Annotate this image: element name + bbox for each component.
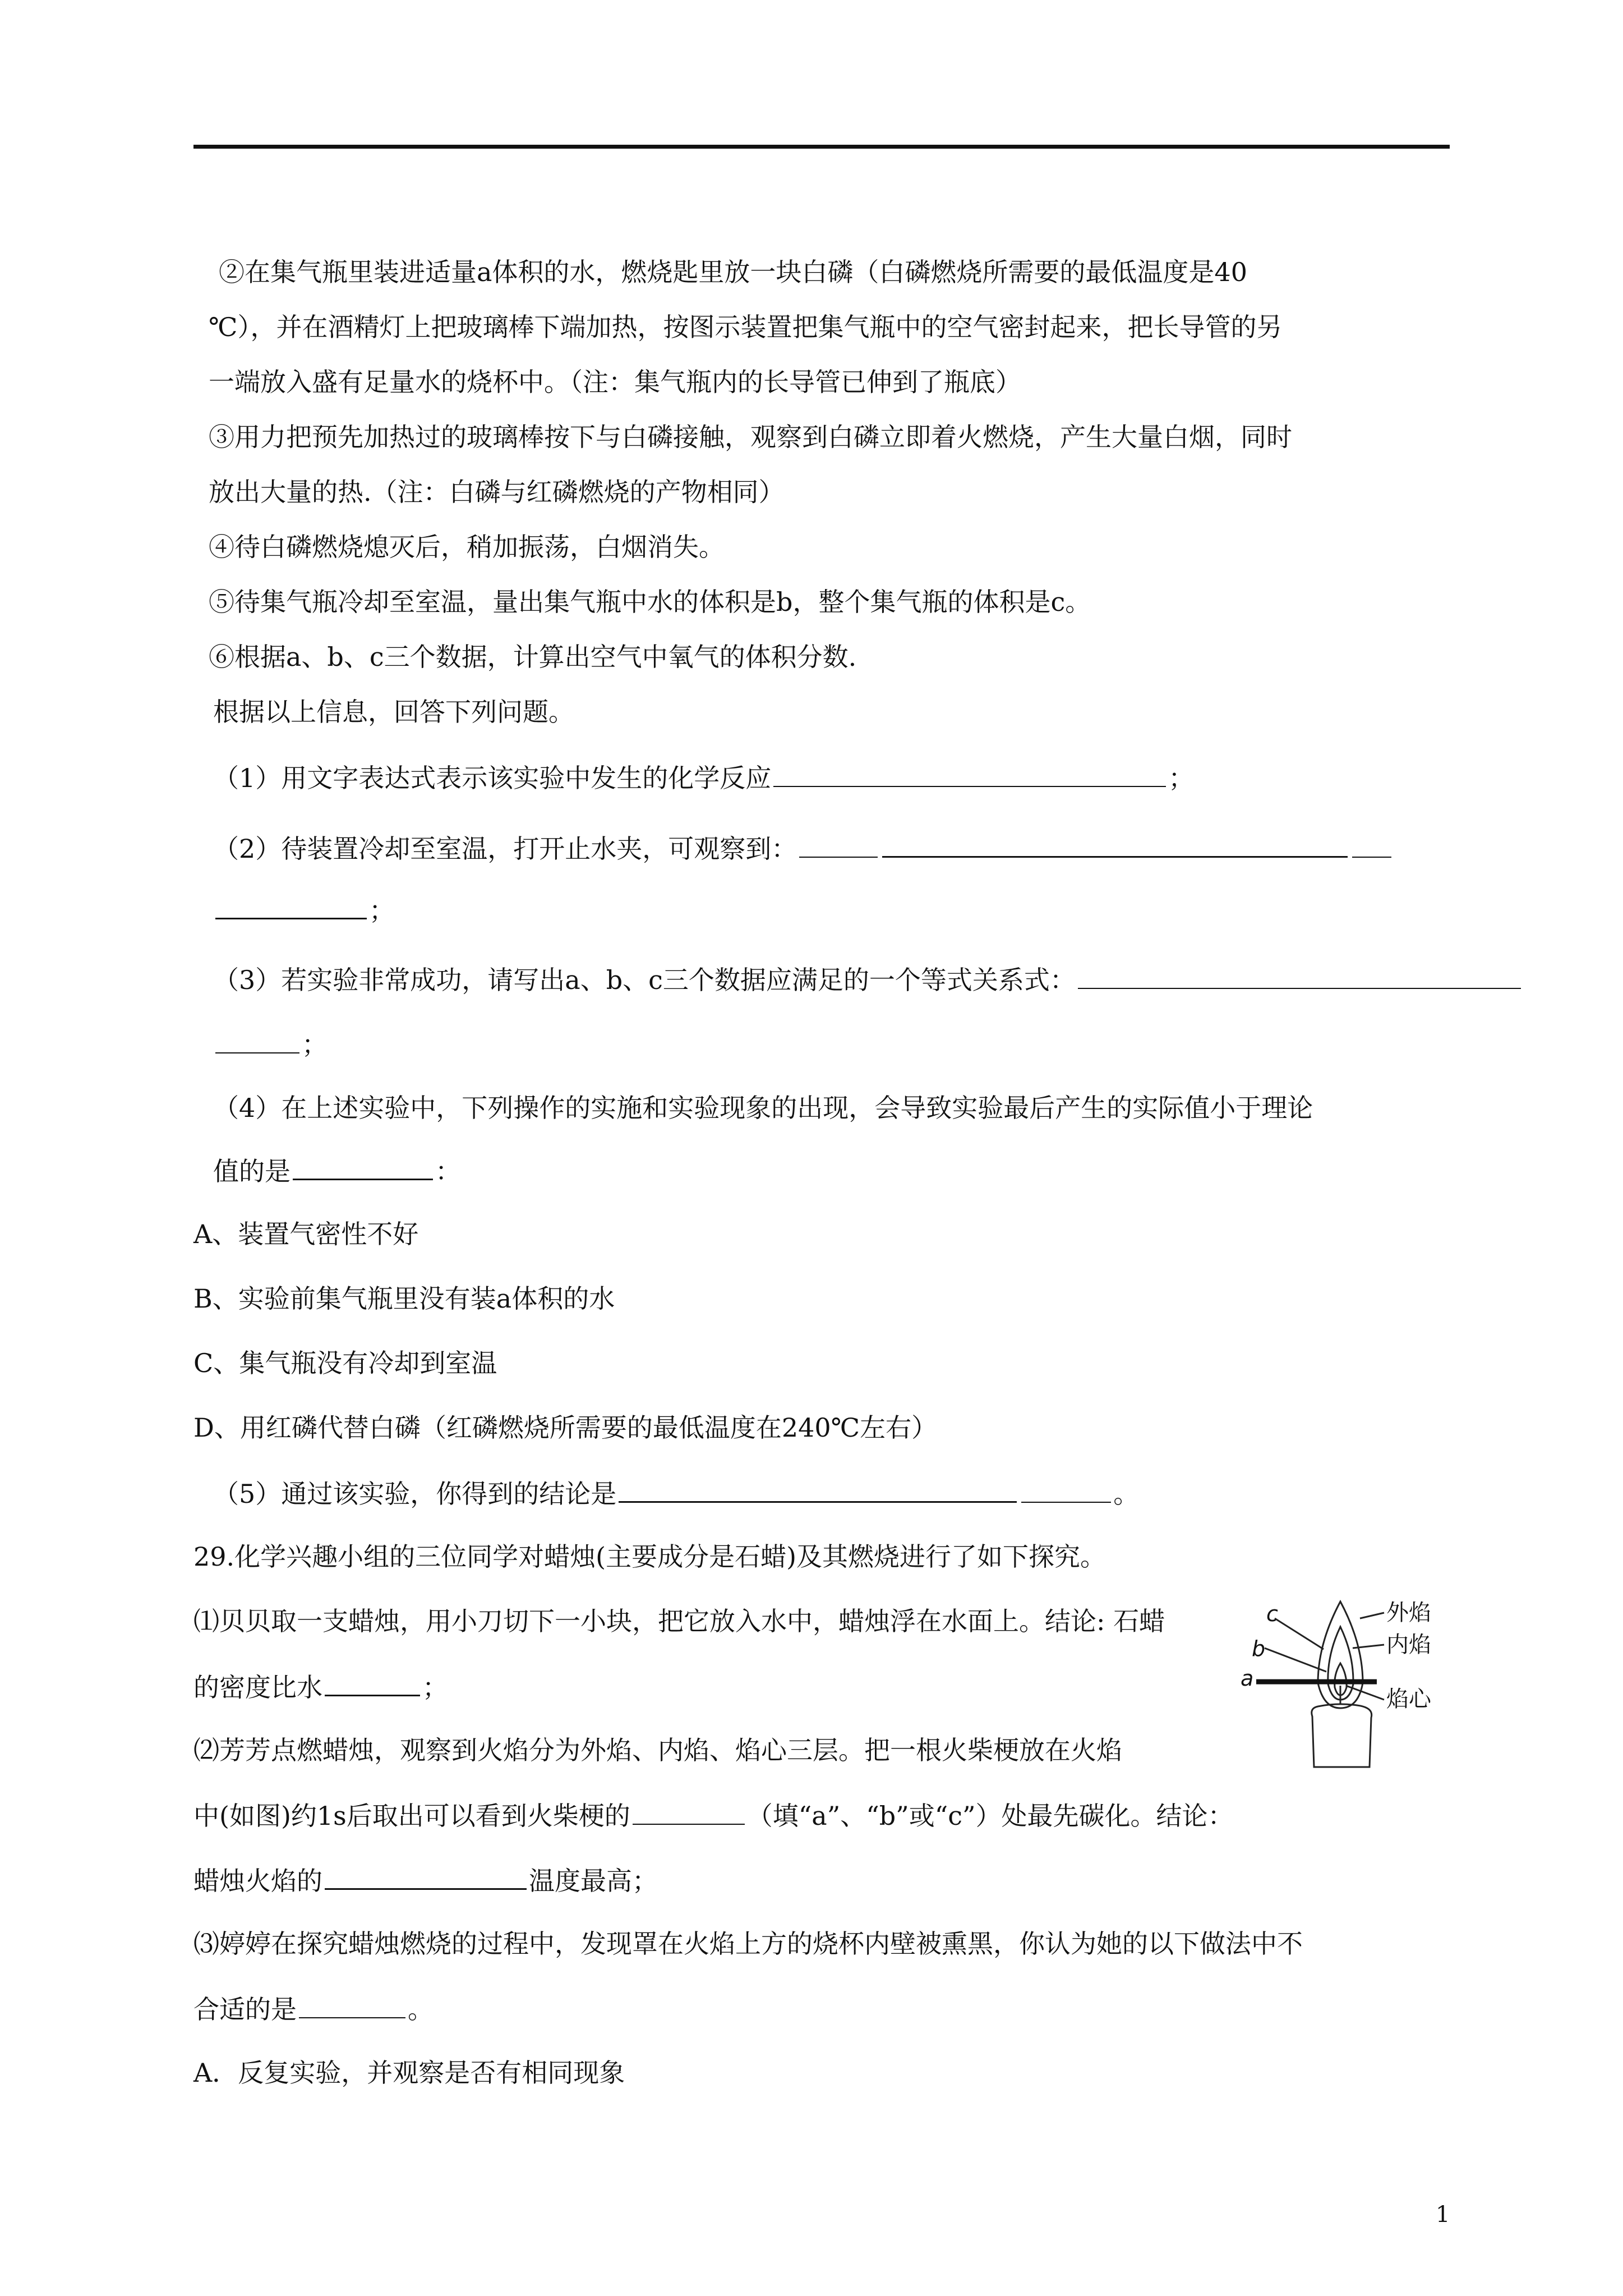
option-d: D、用红磷代替白磷（红磷燃烧所需要的最低温度在240℃左右） xyxy=(193,1412,938,1443)
mark-b: b xyxy=(1252,1636,1266,1661)
step-2-line-1: ②在集气瓶里装进适量a体积的水，燃烧匙里放一块白磷（白磷燃烧所需要的最低温度是40 xyxy=(219,257,1247,287)
step-6: ⑥根据a、b、c三个数据，计算出空气中氧气的体积分数. xyxy=(209,642,857,672)
label-inner-flame: 内焰 xyxy=(1386,1632,1431,1658)
problem-29-part-2-line-2: 中(如图)约1s后取出可以看到火柴梗的 （填“a”、“b”或“c”）处最先碳化。结论： xyxy=(193,1798,1234,1833)
answer-blank-3b[interactable] xyxy=(215,1027,299,1053)
option-c: C、集气瓶没有冷却到室温 xyxy=(193,1348,497,1378)
question-3: （3）若实验非常成功，请写出a、b、c三个数据应满足的一个等式关系式： xyxy=(213,962,1523,997)
header-rule xyxy=(193,145,1450,149)
question-4-line-1: （4）在上述实验中，下列操作的实施和实验现象的出现，会导致实验最后产生的实际值小于理论 xyxy=(213,1093,1313,1123)
answer-blank-29-1[interactable] xyxy=(325,1669,420,1696)
answer-blank-29-4[interactable] xyxy=(299,1991,405,2018)
step-3-line-1: ③用力把预先加热过的玻璃棒按下与白磷接触，观察到白磷立即着火燃烧，产生大量白烟，同时 xyxy=(209,422,1292,452)
answer-blank-1[interactable] xyxy=(773,760,1166,787)
page-number: 1 xyxy=(1436,2202,1450,2228)
step-2-line-3: 一端放入盛有足量水的烧杯中。（注：集气瓶内的长导管已伸到了瓶底） xyxy=(209,367,1021,397)
question-4-line-2: 值的是 ： xyxy=(213,1153,461,1188)
problem-29-title: 29.化学兴趣小组的三位同学对蜡烛(主要成分是石蜡)及其燃烧进行了如下探究。 xyxy=(193,1542,1106,1572)
answer-blank-2[interactable] xyxy=(882,830,1348,858)
problem-29-part-1-line-2: 的密度比水 ； xyxy=(193,1669,448,1704)
answer-blank-3[interactable] xyxy=(1078,962,1521,989)
answer-blank-5[interactable] xyxy=(619,1475,1017,1503)
step-4: ④待白磷燃烧熄灭后，稍加振荡，白烟消失。 xyxy=(209,532,725,562)
step-5: ⑤待集气瓶冷却至室温，量出集气瓶中水的体积是b，整个集气瓶的体积是c。 xyxy=(209,587,1091,617)
question-2-continued: ； xyxy=(213,892,395,927)
answer-blank-29-2[interactable] xyxy=(633,1798,745,1825)
candle-flame-figure xyxy=(1239,1588,1475,1773)
answer-blank-4[interactable] xyxy=(293,1153,433,1180)
mark-c: c xyxy=(1266,1602,1278,1626)
label-outer-flame: 外焰 xyxy=(1386,1600,1431,1626)
problem-29-part-3-line-1: ⑶婷婷在探究蜡烛燃烧的过程中，发现罩在火焰上方的烧杯内壁被熏黑，你认为她的以下做法中不 xyxy=(193,1929,1303,1959)
problem-29-part-2-line-1: ⑵芳芳点燃蜡烛，观察到火焰分为外焰、内焰、焰心三层。把一根火柴梗放在火焰 xyxy=(193,1735,1122,1765)
option-a: A、装置气密性不好 xyxy=(193,1219,419,1249)
instruction: 根据以上信息，回答下列问题。 xyxy=(213,697,574,727)
answer-blank-2b[interactable] xyxy=(215,892,367,919)
problem-29-part-1-line-1: ⑴贝贝取一支蜡烛，用小刀切下一小块，把它放入水中，蜡烛浮在水面上。结论: 石蜡 xyxy=(193,1606,1165,1636)
question-3-continued: ； xyxy=(213,1027,328,1061)
step-3-line-2: 放出大量的热.（注：白磷与红磷燃烧的产物相同） xyxy=(209,477,785,507)
question-1: （1）用文字表达式表示该实验中发生的化学反应 ； xyxy=(213,760,1194,795)
mark-a: a xyxy=(1241,1666,1254,1691)
problem-29-part-3-line-2: 合适的是 。 xyxy=(193,1991,434,2026)
problem-29-option-a: A．反复实验，并观察是否有相同现象 xyxy=(193,2058,625,2088)
problem-29-part-2-line-3: 蜡烛火焰的 温度最高； xyxy=(193,1862,658,1898)
candle-body xyxy=(1312,1704,1372,1767)
answer-blank-29-3[interactable] xyxy=(325,1862,527,1890)
option-b: B、实验前集气瓶里没有装a体积的水 xyxy=(193,1283,615,1314)
question-2: （2）待装置冷却至室温，打开止水夹，可观察到： xyxy=(213,830,1394,866)
question-5: （5）通过该实验，你得到的结论是 。 xyxy=(213,1475,1139,1511)
step-2-line-2: ℃），并在酒精灯上把玻璃棒下端加热，按图示装置把集气瓶中的空气密封起来，把长导管的另 xyxy=(209,312,1283,342)
label-flame-core: 焰心 xyxy=(1386,1686,1431,1712)
